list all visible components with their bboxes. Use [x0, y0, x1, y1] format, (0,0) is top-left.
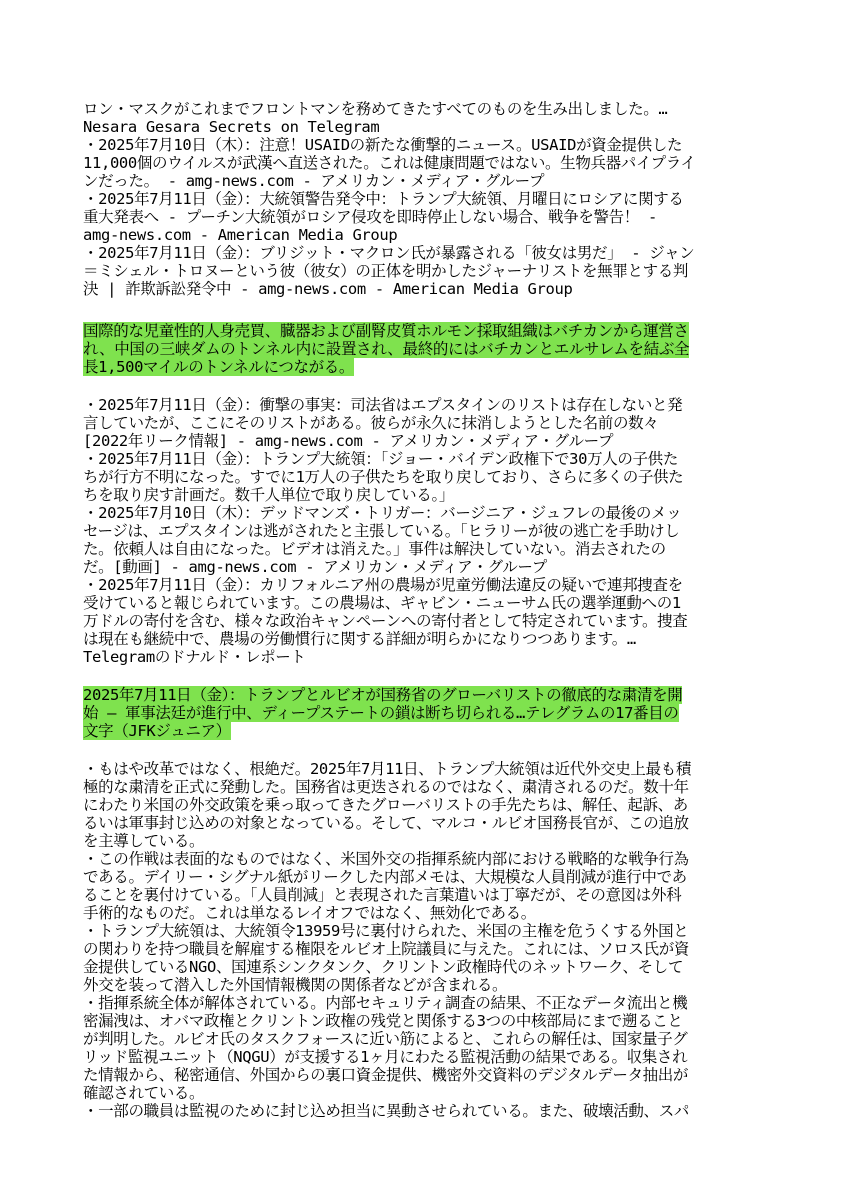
text-line: 言していたが、ここにそのリストがある。彼らが永久に抹消しようとした名前の数々 [83, 414, 659, 432]
text-line: 確認されている。 [83, 1084, 205, 1102]
text-line: 手術的なものだ。これは単なるレイオフではなく、無効化である。 [83, 904, 536, 922]
text-line: にわたり米国の外交政策を乗っ取ってきたグローバリストの手先たちは、解任、起訴、あ [83, 796, 688, 814]
text-line: ・2025年7月11日（金）：カリフォルニア州の農場が児童労働法違反の疑いで連邦捜査を [83, 576, 683, 594]
text-line: 外交を装って潜入した外国情報機関の関係者などが含まれる。 [83, 976, 508, 994]
highlight-text: 長1,500マイルのトンネルにつながる。 [83, 358, 355, 376]
text-line: ・2025年7月10日（木）：注意！USAIDの新たな衝撃的ニュース。USAIDが資金提供した [83, 136, 683, 154]
text-line: は現在も継続中で、農場の労働慣行に関する詳細が明らかになりつつあります。… [83, 630, 636, 648]
text-line: 万ドルの寄付を含む、様々な政治キャンペーンへの寄付者として特定されています。捜査 [83, 612, 688, 630]
text-line: ・もはや改革ではなく、根絶だ。2025年7月11日、トランプ大統領は近代外交史上最も積 [83, 760, 691, 778]
text-line: を主導している。 [83, 832, 205, 850]
text-line: ・2025年7月11日（金）：トランプ大統領：「ジョー・バイデン政権下で30万人の子供た [83, 450, 678, 468]
text-line: ンだった。 - amg-news.com - アメリカン・メディア・グループ [83, 172, 545, 190]
text-line: 11,000個のウイルスが武漢へ直送された。これは健康問題ではない。生物兵器パイプライ [83, 154, 696, 172]
text-line: リッド監視ユニット（NQGU）が支援する1ヶ月にわたる監視活動の結果である。収集され [83, 1048, 688, 1066]
highlight-text: 文字（JFKジュニア） [83, 722, 231, 740]
text-line: ・2025年7月10日（木）：デッドマンズ・トリガー：バージニア・ジュフレの最後のメッ [83, 504, 682, 522]
text-line: [2022年リーク情報] - amg-news.com - アメリカン・メディア・グループ [83, 432, 614, 450]
text-line: ・一部の職員は監視のために封じ込め担当に異動させられている。また、破壊活動、スパ [83, 1102, 690, 1120]
text-line: だ。[動画] - amg-news.com - アメリカン・メディア・グループ [83, 558, 547, 576]
text-line: Nesara Gesara Secrets on Telegram [83, 118, 380, 136]
text-line: た。依頼人は自由になった。ビデオは消えた。」事件は解決していない。消去されたの [83, 540, 666, 558]
text-line: ・指揮系統全体が解体されている。内部セキュリティ調査の結果、不正なデータ流出と機 [83, 994, 688, 1012]
text-line: ・2025年7月11日（金）：大統領警告発令中：トランプ大統領、月曜日にロシアに関する [83, 190, 684, 208]
highlighted-line [83, 358, 354, 376]
text-line: ・トランプ大統領は、大統領令13959号に裏付けられた、米国の主権を危うくする外国と [83, 922, 689, 940]
text-line: の関わりを持つ職員を解雇する権限をルビオ上院議員に与えた。これには、ソロス氏が資 [83, 940, 690, 958]
text-line: ・2025年7月11日（金）：衝撃の事実：司法省はエプスタインのリストは存在しないと発 [83, 396, 683, 414]
highlight-text: 2025年7月11日（金）：トランプとルビオが国務省のグローバリストの徹底的な粛清を開 [83, 686, 683, 704]
highlight-text: 国際的な児童性的人身売買、臓器および副腎皮質ホルモン採取組織はバチカンから運営さ [83, 322, 689, 340]
text-line: ることを裏付けている。「人員削減」と表現された言葉遣いは丁寧だが、その意図は外科 [83, 886, 682, 904]
text-line: amg-news.com - American Media Group [83, 226, 398, 244]
text-line: ちが行方不明になった。すでに1万人の子供たちを取り戻しており、さらに多くの子供た [83, 468, 684, 486]
highlighted-line [83, 722, 231, 740]
text-line: Telegramのドナルド・レポート [83, 648, 306, 666]
text-line: ロン・マスクがこれまでフロントマンを務めてきたすべてのものを生み出しました。… [83, 100, 668, 118]
text-line: ＝ミシェル・トロヌーという彼（彼女）の正体を明かしたジャーナリストを無罪とする判 [83, 262, 689, 280]
highlighted-line [83, 322, 689, 340]
text-line: が判明した。ルビオ氏のタスクフォースに近い筋によると、これらの解任は、国家量子グ [83, 1030, 688, 1048]
text-line: るいは軍事封じ込めの対象となっている。そして、マルコ・ルビオ国務長官が、この追放 [83, 814, 689, 832]
text-line: た情報から、秘密通信、外国からの裏口資金提供、機密外交資料のデジタルデータ抽出が [83, 1066, 689, 1084]
text-line: 密漏洩は、オバマ政権とクリントン政権の残党と関係する3つの中核部局にまで遡ること [83, 1012, 683, 1030]
text-line: ・この作戦は表面的なものではなく、米国外交の指揮系統内部における戦略的な戦争行為 [83, 850, 689, 868]
text-line: 決 | 詐欺訴訟発令中 - amg-news.com - American Media Group [83, 280, 573, 298]
highlighted-line [83, 340, 689, 358]
text-line: 金提供しているNGO、国連系シンクタンク、クリントン政権時代のネットワーク、そして [83, 958, 684, 976]
text-line: セージは、エプスタインは逃がされたと主張している。「ヒラリーが彼の逃亡を手助けし [83, 522, 680, 540]
text-line: 重大発表へ - プーチン大統領がロシア侵攻を即時停止しない場合、戦争を警告！ - [83, 208, 657, 226]
highlight-text: れ、中国の三峡ダムのトンネル内に設置され、最終的にはバチカンとエルサレムを結ぶ全 [83, 340, 690, 358]
text-line: 受けていると報じられています。この農場は、ギャビン・ニューサム氏の選挙運動への1 [83, 594, 681, 612]
highlighted-line [83, 686, 682, 704]
highlighted-line [83, 704, 679, 722]
text-line: である。デイリー・シグナル紙がリークした内部メモは、大規模な人員削減が進行中であ [83, 868, 687, 886]
text-line: ・2025年7月11日（金）：ブリジット・マクロン氏が暴露される「彼女は男だ」 - ジャン [83, 244, 695, 262]
highlight-text: 始 — 軍事法廷が進行中、ディープステートの鎖は断ち切られる…テレグラムの17番目の [83, 704, 679, 722]
text-line: 極的な粛清を正式に発動した。国務省は更迭されるのではなく、粛清されるのだ。数十年 [83, 778, 689, 796]
text-line: ちを取り戻す計画だ。数千人単位で取り戻している。」 [83, 486, 455, 504]
